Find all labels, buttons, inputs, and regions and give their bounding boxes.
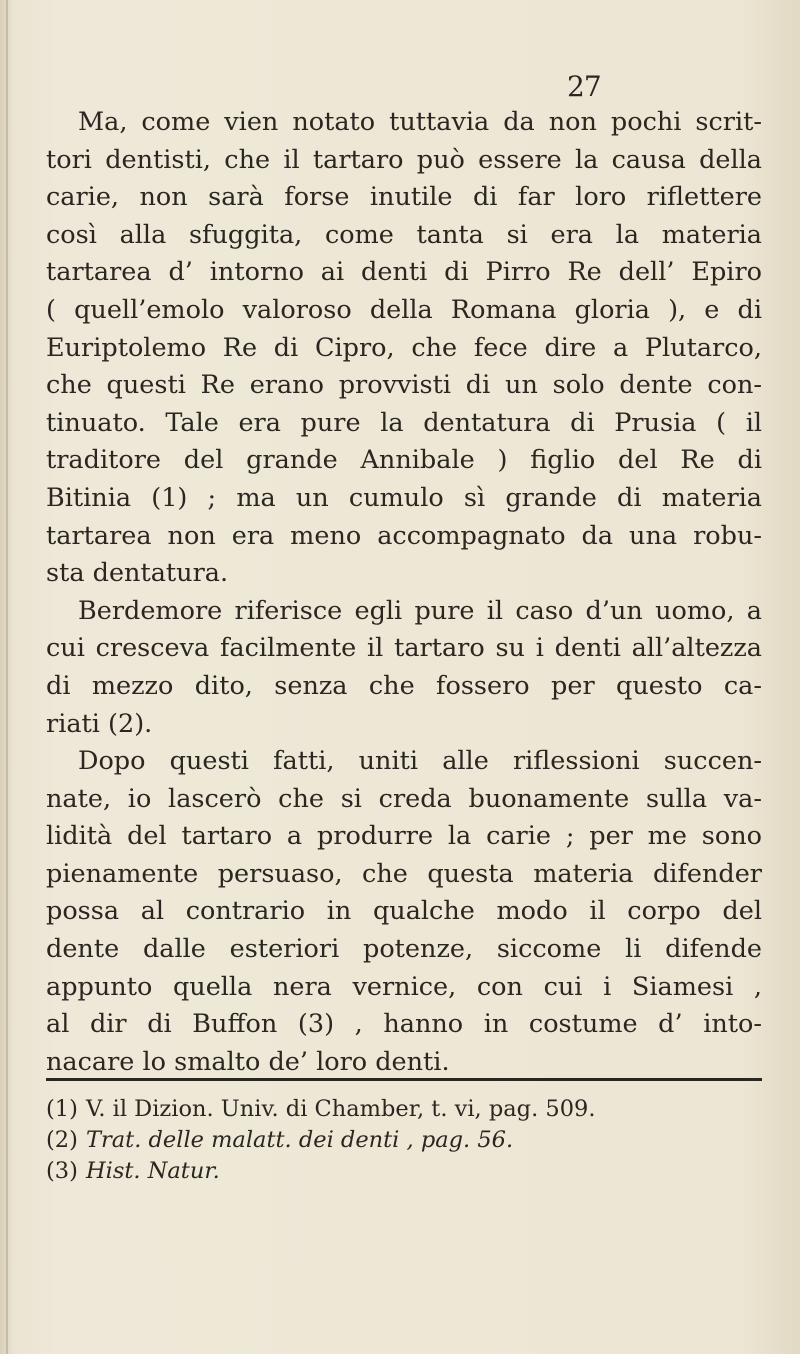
- text-line: tinuato. Tale era pure la dentatura di Prusia ( il: [46, 407, 762, 438]
- page-number: 27: [567, 70, 601, 103]
- text-line: Dopo questi fatti, uniti alle riflessioni succen-: [78, 746, 762, 777]
- text-line: ( quell’emolo valoroso della Romana gloria ), e di: [46, 294, 762, 325]
- text-line: carie, non sarà forse inutile di far loro riflettere: [46, 182, 762, 213]
- text-line: di mezzo dito, senza che fossero per questo ca-: [46, 670, 762, 701]
- text-line: nate, io lascerò che si creda buonamente sulla va-: [46, 783, 762, 814]
- text-line: lidità del tartaro a produrre la carie ; per me sono: [46, 821, 762, 852]
- footnote: [46, 1156, 762, 1187]
- footnote-text: Hist. Natur.: [86, 1158, 220, 1184]
- text-line: possa al contrario in qualche modo il corpo del: [46, 896, 762, 927]
- text-line: cui cresceva facilmente il tartaro su i denti all’altezza: [46, 633, 762, 664]
- text-line: Ma, come vien notato tuttavia da non pochi scrit-: [78, 107, 762, 137]
- text-line: tori dentisti, che il tartaro può essere la causa della: [46, 144, 762, 175]
- footnote-number: (2): [46, 1127, 78, 1153]
- text-line: Euriptolemo Re di Cipro, che fece dire a Plutarco,: [46, 332, 762, 363]
- text-line: riati (2).: [46, 708, 153, 739]
- text-line: appunto quella nera vernice, con cui i Siamesi ,: [46, 971, 762, 1002]
- text-line: al dir di Buffon (3) , hanno in costume d’ into-: [46, 1009, 762, 1040]
- footnotes: [46, 1094, 762, 1187]
- text-line: tartarea d’ intorno ai denti di Pirro Re dell’ Epiro: [46, 257, 762, 288]
- text-line: tartarea non era meno accompagnato da una robu-: [46, 520, 762, 551]
- text-line: traditore del grande Annibale ) figlio del Re di: [46, 445, 762, 476]
- text-line: sta dentatura.: [46, 558, 229, 589]
- body-text: [46, 104, 762, 1081]
- text-line: nacare lo smalto de’ loro denti.: [46, 1046, 450, 1077]
- text-line: dente dalle esteriori potenze, siccome li difende: [46, 934, 762, 965]
- footnote-divider: [46, 1078, 762, 1081]
- footnote-number: (1): [46, 1096, 78, 1122]
- text-line: così alla sfuggita, come tanta si era la materia: [46, 219, 762, 250]
- text-line: Berdemore riferisce egli pure il caso d’un uomo, a: [78, 595, 762, 626]
- footnote-text: Trat. delle malatt. dei denti , pag. 56.: [86, 1127, 514, 1153]
- footnote-number: (3): [46, 1158, 78, 1184]
- text-line: che questi Re erano provvisti di un solo dente con-: [46, 370, 762, 401]
- footnote-text: V. il Dizion. Univ. di Chamber, t. vi, pag. 509.: [86, 1096, 596, 1122]
- text-line: Bitinia (1) ; ma un cumulo sì grande di materia: [46, 482, 762, 513]
- text-line: pienamente persuaso, che questa materia difender: [46, 858, 762, 889]
- footnote: [46, 1094, 762, 1125]
- footnote: [46, 1125, 762, 1156]
- page-edge-shadow: [6, 0, 8, 1354]
